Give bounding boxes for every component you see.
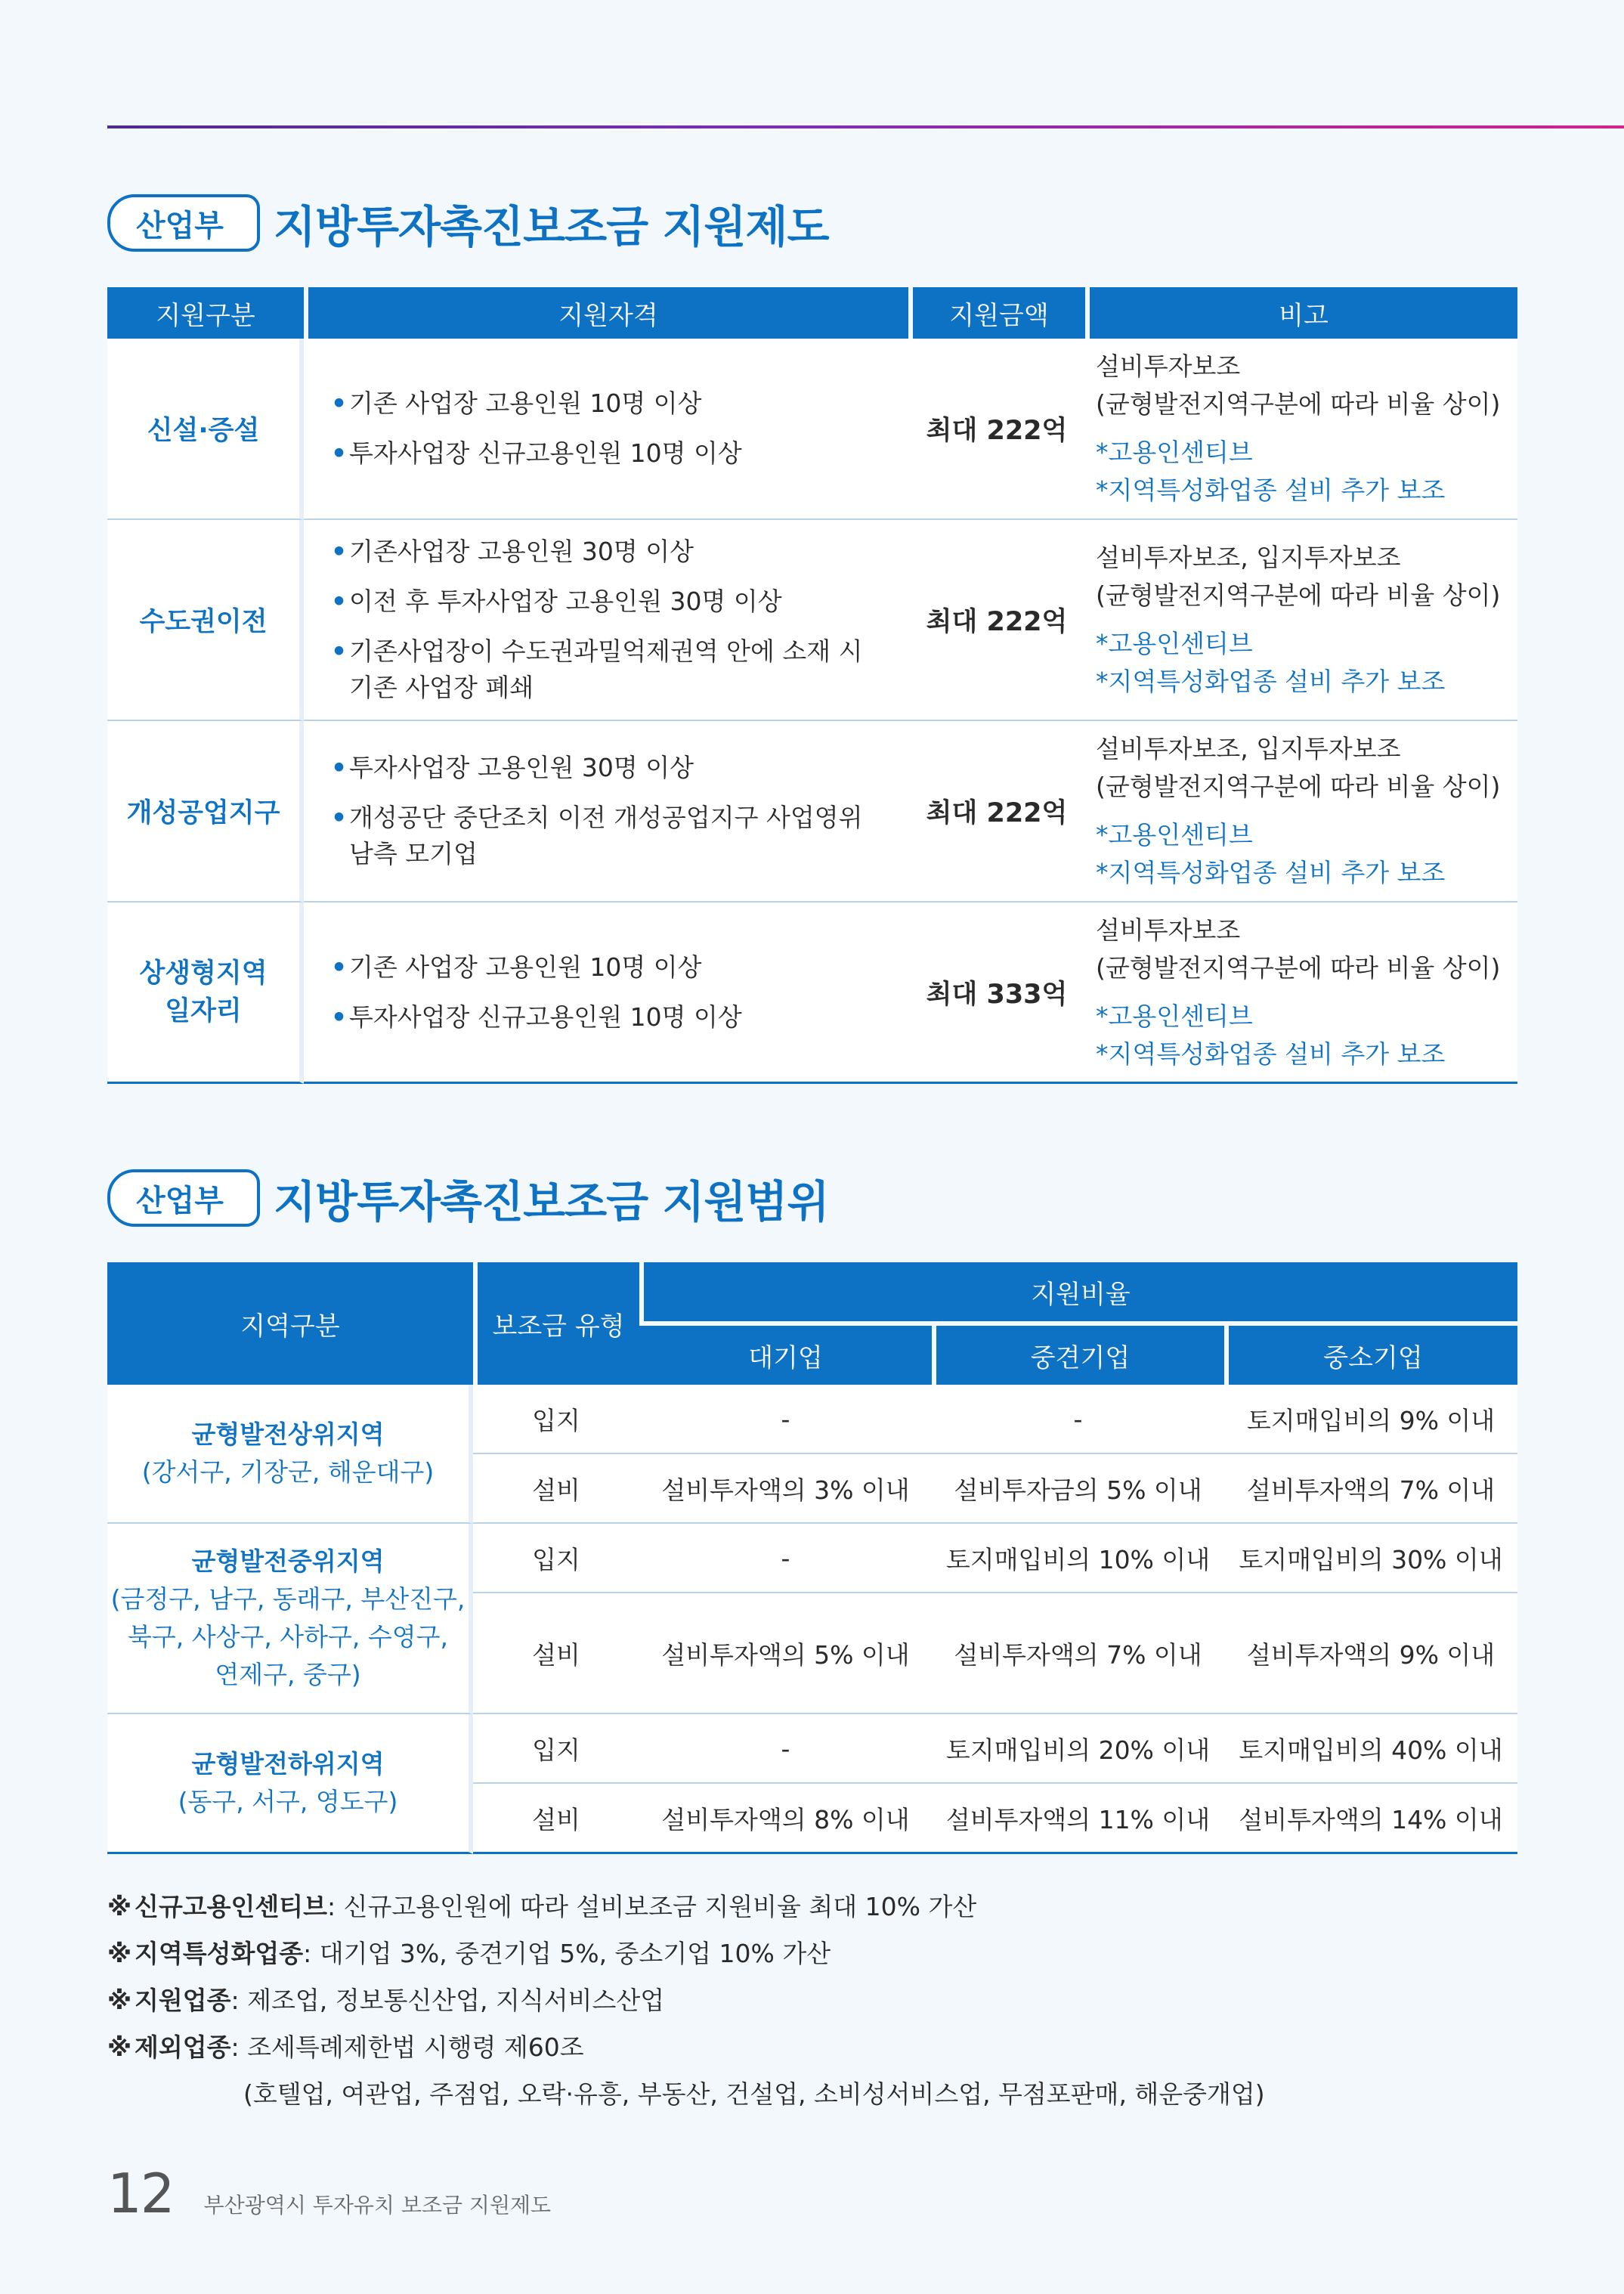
row-category: 수도권이전 [107, 520, 304, 721]
support-range-table [107, 1262, 1517, 1854]
table-row [107, 339, 1517, 520]
table-header-row [107, 1262, 1517, 1321]
ratio-cell: 설비투자액의 7% 이내 [932, 1593, 1224, 1714]
ratio-cell: 설비투자액의 14% 이내 [1224, 1784, 1517, 1854]
header-support-ratio: 지원비율 [639, 1262, 1517, 1321]
region-cell: 균형발전상위지역 (강서구, 기장군, 해운대구) [107, 1385, 473, 1524]
header-amount: 지원금액 [908, 287, 1085, 339]
subsidy-type: 입지 [473, 1385, 639, 1454]
ratio-cell: 토지매입비의 9% 이내 [1224, 1385, 1517, 1454]
list-item: • 기존 사업장 고용인원 10명 이상 [331, 949, 908, 986]
row-remarks: 설비투자보조 (균형발전지역구분에 따라 비율 상이) *고용인센티브 *지역특성화업종 설비 추가 보조 [1085, 902, 1517, 1084]
list-item: • 기존사업장이 수도권과밀억제권역 안에 소재 시 기존 사업장 폐쇄 [331, 633, 908, 706]
header-region: 지역구분 [107, 1262, 473, 1385]
footnote-item: ※ 지역특성화업종 : 대기업 3%, 중견기업 5%, 중소기업 10% 가산 [107, 1939, 831, 1968]
ratio-cell: 설비투자액의 7% 이내 [1224, 1454, 1517, 1524]
table-row [107, 520, 1517, 721]
page-number: 12 [107, 2162, 174, 2225]
table-row [107, 1714, 1517, 1784]
table-row [107, 721, 1517, 902]
top-gradient-divider [107, 125, 1624, 128]
footnote-item: ※ 신규고용인센티브 : 신규고용인원에 따라 설비보조금 지원비율 최대 10% 가산 [107, 1892, 977, 1921]
region-cell: 균형발전하위지역 (동구, 서구, 영도구) [107, 1714, 473, 1854]
subsidy-type: 설비 [473, 1784, 639, 1854]
row-category: 신설·증설 [107, 339, 304, 520]
ratio-cell: 설비투자액의 8% 이내 [639, 1784, 932, 1854]
subsidy-type: 입지 [473, 1714, 639, 1784]
row-qualifications [304, 902, 908, 1084]
row-amount: 최대 222억 [908, 339, 1085, 520]
row-amount: 최대 222억 [908, 721, 1085, 902]
list-item: • 기존 사업장 고용인원 10명 이상 [331, 385, 908, 422]
list-item: • 투자사업장 신규고용인원 10명 이상 [331, 999, 908, 1036]
footnote-item: ※ 제외업종 : 조세특례제한법 시행령 제60조 [107, 2032, 584, 2062]
ratio-cell: - [639, 1714, 932, 1784]
row-remarks: 설비투자보조, 입지투자보조 (균형발전지역구분에 따라 비율 상이) *고용인센티브 *지역특성화업종 설비 추가 보조 [1085, 721, 1517, 902]
ratio-cell: 토지매입비의 20% 이내 [932, 1714, 1224, 1784]
header-qualification: 지원자격 [304, 287, 908, 339]
row-remarks: 설비투자보조, 입지투자보조 (균형발전지역구분에 따라 비율 상이) *고용인센티브 *지역특성화업종 설비 추가 보조 [1085, 520, 1517, 721]
list-item: • 이전 후 투자사업장 고용인원 30명 이상 [331, 584, 908, 620]
row-category: 개성공업지구 [107, 721, 304, 902]
footnote-item: ※ 지원업종 : 제조업, 정보통신산업, 지식서비스산업 [107, 1986, 665, 2015]
support-system-table [107, 287, 1517, 1084]
header-large-company: 대기업 [639, 1321, 932, 1385]
section2-title: 지방투자촉진보조금 지원범위 [273, 1176, 829, 1227]
section1-badge: 산업부 [107, 194, 260, 252]
header-midsize-company: 중견기업 [932, 1321, 1224, 1385]
header-subsidy-type: 보조금 유형 [473, 1262, 639, 1385]
row-amount: 최대 333억 [908, 902, 1085, 1084]
ratio-cell: 설비투자액의 11% 이내 [932, 1784, 1224, 1854]
page-footer [107, 2162, 551, 2225]
table-row [107, 902, 1517, 1084]
list-item: • 투자사업장 신규고용인원 10명 이상 [331, 435, 908, 472]
section1-title: 지방투자촉진보조금 지원제도 [273, 201, 829, 252]
ratio-cell: 설비투자액의 9% 이내 [1224, 1593, 1517, 1714]
ratio-cell: - [932, 1385, 1224, 1454]
footnote-continuation: (호텔업, 여관업, 주점업, 오락·유흥, 부동산, 건설업, 소비성서비스업, 무점포판매, 해운중개업) [243, 2079, 1265, 2109]
section2-badge: 산업부 [107, 1169, 260, 1227]
subsidy-type: 설비 [473, 1454, 639, 1524]
list-item: • 기존사업장 고용인원 30명 이상 [331, 534, 908, 570]
ratio-cell: - [639, 1524, 932, 1593]
ratio-cell: 토지매입비의 40% 이내 [1224, 1714, 1517, 1784]
footnotes [107, 1884, 1265, 2118]
table-row [107, 1524, 1517, 1593]
list-item: • 개성공단 중단조치 이전 개성공업지구 사업영위 남측 모기업 [331, 800, 908, 872]
header-category: 지원구분 [107, 287, 304, 339]
table-row [107, 1385, 1517, 1454]
list-item: • 투자사업장 고용인원 30명 이상 [331, 750, 908, 786]
row-qualifications [304, 339, 908, 520]
section2-heading [107, 1164, 828, 1232]
row-qualifications [304, 520, 908, 721]
subsidy-type: 설비 [473, 1593, 639, 1714]
document-title: 부산광역시 투자유치 보조금 지원제도 [203, 2193, 552, 2218]
row-qualifications [304, 721, 908, 902]
row-remarks: 설비투자보조 (균형발전지역구분에 따라 비율 상이) *고용인센티브 *지역특성화업종 설비 추가 보조 [1085, 339, 1517, 520]
ratio-cell: 토지매입비의 30% 이내 [1224, 1524, 1517, 1593]
ratio-cell: - [639, 1385, 932, 1454]
subsidy-type: 입지 [473, 1524, 639, 1593]
ratio-cell: 설비투자액의 5% 이내 [639, 1593, 932, 1714]
region-cell: 균형발전중위지역 (금정구, 남구, 동래구, 부산진구, 북구, 사상구, 사하구, 수영구, 연제구, 중구) [107, 1524, 473, 1714]
row-category: 상생형지역 일자리 [107, 902, 304, 1084]
header-remarks: 비고 [1085, 287, 1517, 339]
ratio-cell: 토지매입비의 10% 이내 [932, 1524, 1224, 1593]
header-sme: 중소기업 [1224, 1321, 1517, 1385]
table-header-row [107, 287, 1517, 339]
ratio-cell: 설비투자금의 5% 이내 [932, 1454, 1224, 1524]
ratio-cell: 설비투자액의 3% 이내 [639, 1454, 932, 1524]
section1-heading [107, 189, 828, 257]
row-amount: 최대 222억 [908, 520, 1085, 721]
